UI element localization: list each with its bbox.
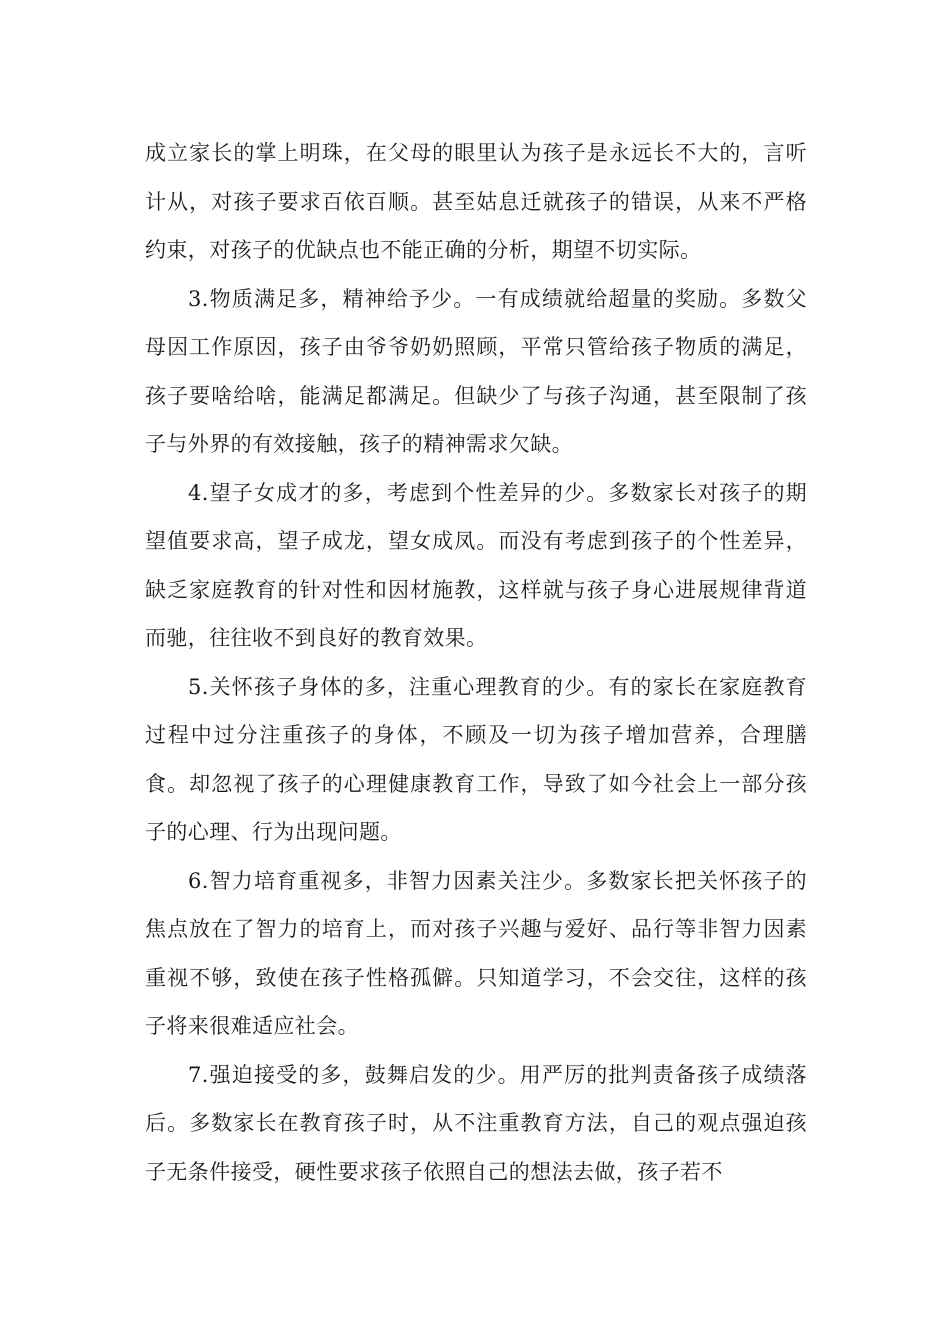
document-body — [145, 129, 807, 1196]
paragraph-continuation: 成立家长的掌上明珠，在父母的眼里认为孩子是永远长不大的，言听计从，对孩子要求百依百顺。甚至姑息迁就孩子的错误，从来不严格约束，对孩子的优缺点也不能正确的分析，期望不切实际。 — [145, 141, 807, 262]
paragraph-item-3: 3.物质满足多，精神给予少。一有成绩就给超量的奖励。多数父母因工作原因，孩子由爷爷奶奶照顾，平常只管给孩子物质的满足，孩子要啥给啥，能满足都满足。但缺少了与孩子沟通，甚至限制了孩子与外界的有效接触，孩子的精神需求欠缺。 — [145, 286, 807, 456]
paragraph-item-4: 4.望子女成才的多，考虑到个性差异的少。多数家长对孩子的期望值要求高，望子成龙，望女成凤。而没有考虑到孩子的个性差异，缺乏家庭教育的针对性和因材施教，这样就与孩子身心进展规律背道而驰，往往收不到良好的教育效果。 — [145, 480, 807, 650]
paragraph-item-7: 7.强迫接受的多，鼓舞启发的少。用严厉的批判责备孩子成绩落后。多数家长在教育孩子时，从不注重教育方法，自己的观点强迫孩子无条件接受，硬性要求孩子依照自己的想法去做，孩子若不 — [145, 1062, 807, 1184]
paragraph-item-5: 5.关怀孩子身体的多，注重心理教育的少。有的家长在家庭教育过程中过分注重孩子的身体，不顾及一切为孩子增加营养，合理膳食。却忽视了孩子的心理健康教育工作，导致了如今社会上一部分孩子的心理、行为出现问题。 — [145, 674, 807, 844]
paragraph-item-6: 6.智力培育重视多，非智力因素关注少。多数家长把关怀孩子的焦点放在了智力的培育上，而对孩子兴趣与爱好、品行等非智力因素重视不够，致使在孩子性格孤僻。只知道学习，不会交往，这样的孩子将来很难适应社会。 — [145, 868, 807, 1038]
